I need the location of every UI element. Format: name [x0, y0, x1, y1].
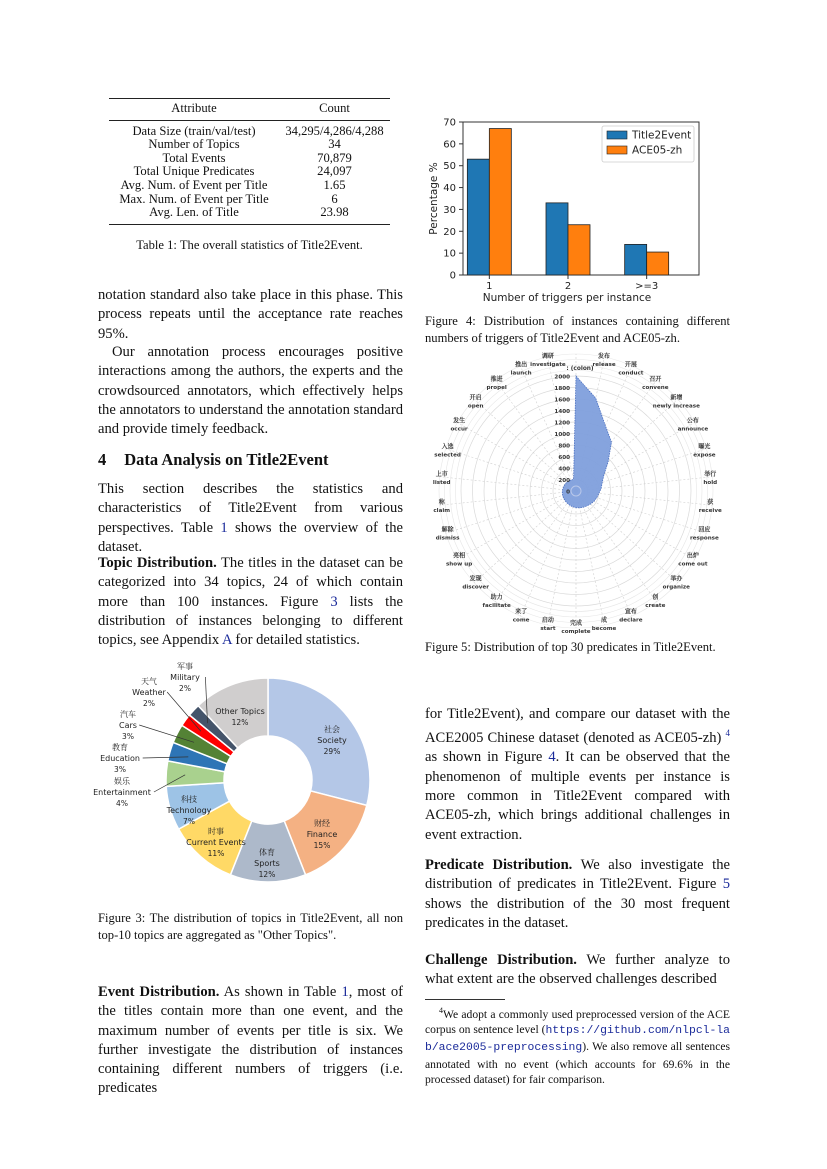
- appendix-a-ref-link[interactable]: A: [222, 632, 232, 649]
- footnote-text: We adopt a commonly used preprocessed version of the ACE corpus on sentence level (: [425, 1007, 730, 1037]
- axis-label-zh: 上市: [435, 470, 448, 478]
- y-tick-label: 10: [443, 248, 456, 260]
- table-row: [109, 179, 390, 193]
- stats-table: [109, 98, 390, 225]
- axis-label-zh: 助力: [490, 594, 503, 602]
- attribute-cell: Max. Num. of Event per Title: [119, 191, 269, 206]
- axis-label-en: listed: [432, 479, 451, 486]
- axis-label-zh: 获: [707, 499, 714, 507]
- axis-label-zh: 开启: [469, 394, 482, 402]
- section-title: Data Analysis on Title2Event: [124, 450, 329, 469]
- figure-5-ref-link[interactable]: 5: [722, 876, 730, 893]
- paragraph-topic-distribution: [98, 554, 403, 650]
- axis-label-en: expose: [693, 452, 716, 459]
- paragraph-comparison: [425, 705, 730, 845]
- slice-label-percent: 12%: [258, 870, 276, 879]
- r-tick-label: 1400: [554, 409, 570, 415]
- y-tick-label: 60: [443, 139, 456, 151]
- slice-label-zh: 社会: [324, 725, 340, 734]
- table-1-ref-link[interactable]: 1: [220, 519, 228, 536]
- slice-label-zh: 体育: [259, 848, 275, 857]
- footnote-4-ref-link[interactable]: 4: [725, 728, 730, 739]
- axis-label-en: declare: [619, 617, 643, 624]
- slice-label-percent: 11%: [207, 849, 225, 858]
- legend-swatch: [607, 146, 627, 154]
- slice-label-zh: 娱乐: [114, 777, 130, 786]
- slice-label-zh: 汽车: [120, 710, 136, 719]
- axis-label-en: hold: [703, 479, 718, 486]
- r-tick-label: 200: [558, 478, 570, 484]
- slice-label-zh: 天气: [141, 677, 157, 686]
- axis-label-en: show up: [445, 561, 473, 568]
- axis-label-zh: 来了: [515, 608, 528, 616]
- axis-label-zh: 称: [438, 499, 445, 507]
- header-count: Count: [279, 99, 390, 121]
- y-tick-label: 20: [443, 226, 456, 238]
- slice-label-en: Technology: [166, 806, 212, 815]
- axis-label-en: start: [540, 626, 556, 633]
- axis-label-zh: 宣布: [624, 608, 637, 616]
- axis-label-en: create: [645, 603, 666, 610]
- axis-label-zh: 举行: [704, 470, 717, 478]
- r-tick-label: 600: [558, 455, 570, 461]
- table-row: [109, 120, 390, 138]
- slice-label-en: Entertainment: [93, 788, 151, 797]
- axis-label-zh: 开展: [624, 361, 637, 369]
- axis-label-zh: 创: [652, 594, 659, 602]
- axis-label-en: launch: [510, 370, 532, 377]
- table-1-caption: Table 1: The overall statistics of Title2Event.: [136, 237, 363, 252]
- axis-label-en: organize: [662, 584, 690, 591]
- figure-4-caption: Figure 4: Distribution of instances containing different numbers of triggers of Title2Event and ACE05-zh.: [425, 314, 730, 345]
- paragraph-heading: Event Distribution.: [98, 984, 220, 1000]
- paragraph-text: for Title2Event), and compare our dataset with the ACE2005 Chinese dataset (denoted as ACE05-zh): [425, 706, 730, 747]
- table-row: [109, 165, 390, 179]
- legend-label: Title2Event: [632, 129, 692, 142]
- slice-label-percent: 29%: [323, 747, 341, 756]
- r-tick-label: 1600: [554, 397, 570, 404]
- axis-label-en: open: [467, 403, 484, 410]
- y-tick-label: 50: [443, 161, 456, 173]
- slice-label-zh: 科技: [181, 795, 197, 804]
- axis-label-en: discover: [462, 584, 489, 591]
- axis-label-en: dismiss: [435, 535, 460, 542]
- slice-label-en: Other Topics: [215, 707, 265, 716]
- radial-axis: [474, 491, 576, 583]
- footnote-text: ). We also remove all sentences annotated with no event (which accounts for 69.6% in the processed dataset) for fair comparison.: [425, 1040, 730, 1087]
- slice-label-en: Current Events: [186, 838, 246, 847]
- slice-label-zh: 时事: [208, 827, 224, 836]
- axis-label-en: receive: [698, 508, 722, 515]
- slice-label-en: Weather: [132, 688, 166, 697]
- paragraph-event-distribution: [98, 983, 403, 1099]
- axis-label-zh: 举办: [670, 575, 683, 583]
- axis-label-zh: 公布: [686, 417, 699, 425]
- axis-label-en: selected: [434, 452, 461, 459]
- paragraph-text: We also investigate the distribution of predicates in Title2Event. Figure: [425, 857, 730, 893]
- axis-label-zh: 完成: [569, 620, 583, 627]
- paragraph-section-intro: [98, 480, 403, 557]
- slice-label-percent: 7%: [183, 817, 195, 826]
- axis-label-zh: 推进: [490, 375, 503, 383]
- paragraph-heading: Challenge Distribution.: [425, 952, 577, 968]
- y-tick-label: 0: [449, 270, 456, 282]
- axis-label-en: response: [689, 535, 719, 542]
- bar-ace05-zh: [568, 225, 590, 275]
- y-tick-label: 70: [443, 117, 456, 129]
- figure-5-caption: Figure 5: Distribution of top 30 predicates in Title2Event.: [425, 640, 716, 654]
- axis-label-zh: 发现: [469, 575, 482, 583]
- slice-label-percent: 3%: [122, 732, 134, 741]
- footnote-url-link[interactable]: https://github.com/nlpcl-lab/ace2005-preprocessing: [425, 1025, 730, 1055]
- paragraph-annotation-end: [98, 286, 403, 344]
- axis-label-en: convene: [642, 384, 669, 391]
- axis-label-zh: 调研: [541, 352, 554, 360]
- axis-label-en: come out: [678, 561, 708, 568]
- paragraph-text: notation standard also take place in this phase. This process repeats until the acceptance rate reaches 95%.: [98, 287, 403, 342]
- axis-label-zh: 新增: [670, 394, 683, 402]
- attribute-cell: Total Events: [162, 150, 226, 165]
- slice-label-percent: 12%: [231, 718, 249, 727]
- axis-label-zh: 发布: [598, 352, 611, 360]
- axis-label-zh: 亮相: [453, 552, 466, 560]
- table-1: [109, 98, 390, 254]
- axis-label-zh: 曝光: [698, 443, 711, 451]
- axis-label-en: claim: [433, 508, 451, 515]
- x-tick-label: 1: [486, 281, 493, 292]
- axis-label-zh: 推出: [515, 361, 528, 369]
- radial-axis: [457, 491, 576, 560]
- attribute-cell: Data Size (train/val/test): [132, 123, 256, 138]
- axis-label-en: : (colon): [566, 366, 594, 372]
- section-number: 4: [98, 450, 107, 469]
- axis-label-zh: 入选: [441, 443, 454, 451]
- slice-label-percent: 4%: [116, 799, 128, 808]
- bar-ace05-zh: [647, 252, 669, 275]
- legend-swatch: [607, 131, 627, 139]
- r-tick-label: 1000: [554, 432, 570, 438]
- axis-label-en: announce: [677, 426, 709, 433]
- footnote-divider: [425, 999, 505, 1000]
- bar-ace05-zh: [489, 129, 511, 275]
- axis-label-zh: 解除: [441, 526, 454, 534]
- r-tick-label: 400: [558, 466, 570, 473]
- axis-label-en: occur: [450, 426, 468, 433]
- radial-axis: [576, 491, 632, 616]
- bar-title2event: [546, 203, 568, 275]
- axis-label-en: propel: [486, 384, 507, 391]
- footnote-4: [425, 1003, 730, 1087]
- attribute-cell: Number of Topics: [148, 137, 240, 152]
- y-tick-label: 30: [443, 204, 456, 216]
- axis-label-zh: 召开: [649, 375, 662, 383]
- axis-label-en: investigate: [530, 361, 566, 368]
- count-cell: 34: [328, 137, 341, 152]
- axis-label-en: facilitate: [482, 603, 511, 610]
- axis-label-en: newly increase: [652, 403, 700, 410]
- y-tick-label: 40: [443, 183, 456, 195]
- axis-label-zh: 出炉: [686, 552, 699, 560]
- paragraph-text: This section describes the statistics and characteristics of Title2Event from various perspectives. Table: [98, 481, 403, 536]
- count-cell: 1.65: [323, 177, 346, 192]
- r-tick-label: 2000: [554, 374, 570, 381]
- axis-label-zh: 启动: [541, 617, 554, 625]
- attribute-cell: Avg. Len. of Title: [109, 206, 279, 224]
- axis-label-zh: 成: [601, 617, 608, 625]
- header-attribute: Attribute: [109, 99, 279, 121]
- slice-label-zh: 财经: [314, 819, 330, 828]
- attribute-cell: Avg. Num. of Event per Title: [120, 177, 268, 192]
- axis-label-en: come: [512, 617, 530, 624]
- paragraph-heading: Topic Distribution.: [98, 555, 217, 571]
- figure-3-donut-chart: [88, 662, 388, 894]
- slice-label-percent: 2%: [143, 699, 155, 708]
- axis-label-en: conduct: [618, 370, 644, 377]
- paragraph-text: shows the distribution of the 30 most frequent predicates in the dataset.: [425, 895, 730, 931]
- radial-axis: [446, 449, 576, 491]
- axis-label-en: complete: [561, 629, 591, 635]
- count-cell: 24,097: [317, 164, 352, 179]
- footnote-mark: 4: [439, 1006, 443, 1015]
- bar-title2event: [625, 244, 647, 275]
- table-row: [109, 206, 390, 224]
- bar-title2event: [467, 159, 489, 275]
- slice-label-zh: 教育: [112, 743, 128, 752]
- paragraph-text: The titles in the dataset can be categorized into 34 topics, 24 of which contain more than 100 instances. Figure: [98, 555, 403, 610]
- r-tick-label: 0: [566, 489, 570, 496]
- paragraph-heading: Predicate Distribution.: [425, 857, 573, 873]
- count-cell: 34,295/4,286/4,288: [285, 123, 384, 138]
- paragraph-text: As shown in Table: [219, 984, 342, 1000]
- paragraph-text: , most of the titles contain more than one event, and the maximum number of events per title is six. We further investigate the distribution of instances containing different numbers of triggers (i.e. predicates: [98, 984, 404, 1097]
- axis-label-zh: 回应: [698, 526, 711, 534]
- axis-label-en: become: [591, 626, 617, 633]
- x-axis-label: Number of triggers per instance: [482, 292, 652, 304]
- paragraph-predicate-distribution: [425, 856, 730, 933]
- slice-label-en: Society: [317, 736, 347, 745]
- slice-label-en: Cars: [119, 721, 137, 730]
- x-tick-label: 2: [564, 281, 572, 292]
- r-tick-label: 1800: [554, 386, 570, 392]
- paragraph-text: as shown in Figure: [425, 749, 549, 766]
- paragraph-text: Our annotation process encourages positive interactions among the authors, the experts and the crowdsourced annotators, which effectively helps the annotators to understand the annotation standard and provide timely feedback.: [98, 344, 403, 438]
- radial-axis: [446, 491, 576, 533]
- count-cell: 23.98: [279, 206, 390, 224]
- slice-label-zh: 军事: [177, 662, 193, 671]
- section-heading: [98, 450, 329, 470]
- count-cell: 6: [331, 191, 338, 206]
- table-row: [109, 152, 390, 166]
- paragraph-text: lists the distribution of instances belonging to different topics, see Appendix: [98, 593, 403, 649]
- axis-label-en: release: [592, 361, 616, 368]
- slice-label-en: Sports: [254, 859, 280, 868]
- slice-label-percent: 15%: [313, 841, 331, 850]
- paragraph-text: for detailed statistics.: [231, 632, 360, 649]
- radial-axis: [576, 491, 678, 583]
- slice-label-percent: 3%: [114, 765, 126, 774]
- table-row: [109, 193, 390, 207]
- figure-5-radar-chart: [420, 352, 740, 638]
- table-1-ref-link[interactable]: 1: [341, 984, 349, 1000]
- slice-label-en: Finance: [306, 830, 338, 839]
- legend-label: ACE05-zh: [632, 144, 683, 157]
- paragraph-challenge-distribution: [425, 951, 730, 990]
- y-axis-label: Percentage %: [428, 162, 440, 235]
- attribute-cell: Total Unique Predicates: [133, 164, 255, 179]
- table-header-row: [109, 99, 390, 121]
- figure-4-ref-link[interactable]: 4: [548, 749, 556, 766]
- slice-label-en: Education: [100, 754, 140, 763]
- axis-label-zh: 发生: [453, 417, 466, 425]
- slice-label-en: Military: [170, 673, 200, 682]
- x-tick-label: >=3: [635, 281, 659, 292]
- paragraph-annotation-process: [98, 343, 403, 439]
- paragraph-text: . It can be observed that the phenomenon of multiple events per instance is more common in Title2Event compared with ACE05-zh, which brings additional challenges in event extraction.: [425, 749, 730, 843]
- paragraph-text: We further analyze to what extent are the observed challenges described: [425, 952, 731, 988]
- radial-axis: [520, 491, 576, 616]
- figure-3-ref-link[interactable]: 3: [330, 593, 338, 610]
- r-tick-label: 1200: [554, 420, 570, 427]
- slice-label-percent: 2%: [179, 684, 191, 693]
- figure-4-bar-chart: [425, 112, 735, 304]
- paragraph-text: shows the overview of the dataset.: [98, 519, 403, 555]
- figure-3-caption: Figure 3: The distribution of topics in Title2Event, all non top-10 topics are aggregated as "Other Topics".: [98, 911, 403, 942]
- table-row: [109, 138, 390, 152]
- r-tick-label: 800: [558, 443, 570, 450]
- count-cell: 70,879: [317, 150, 352, 165]
